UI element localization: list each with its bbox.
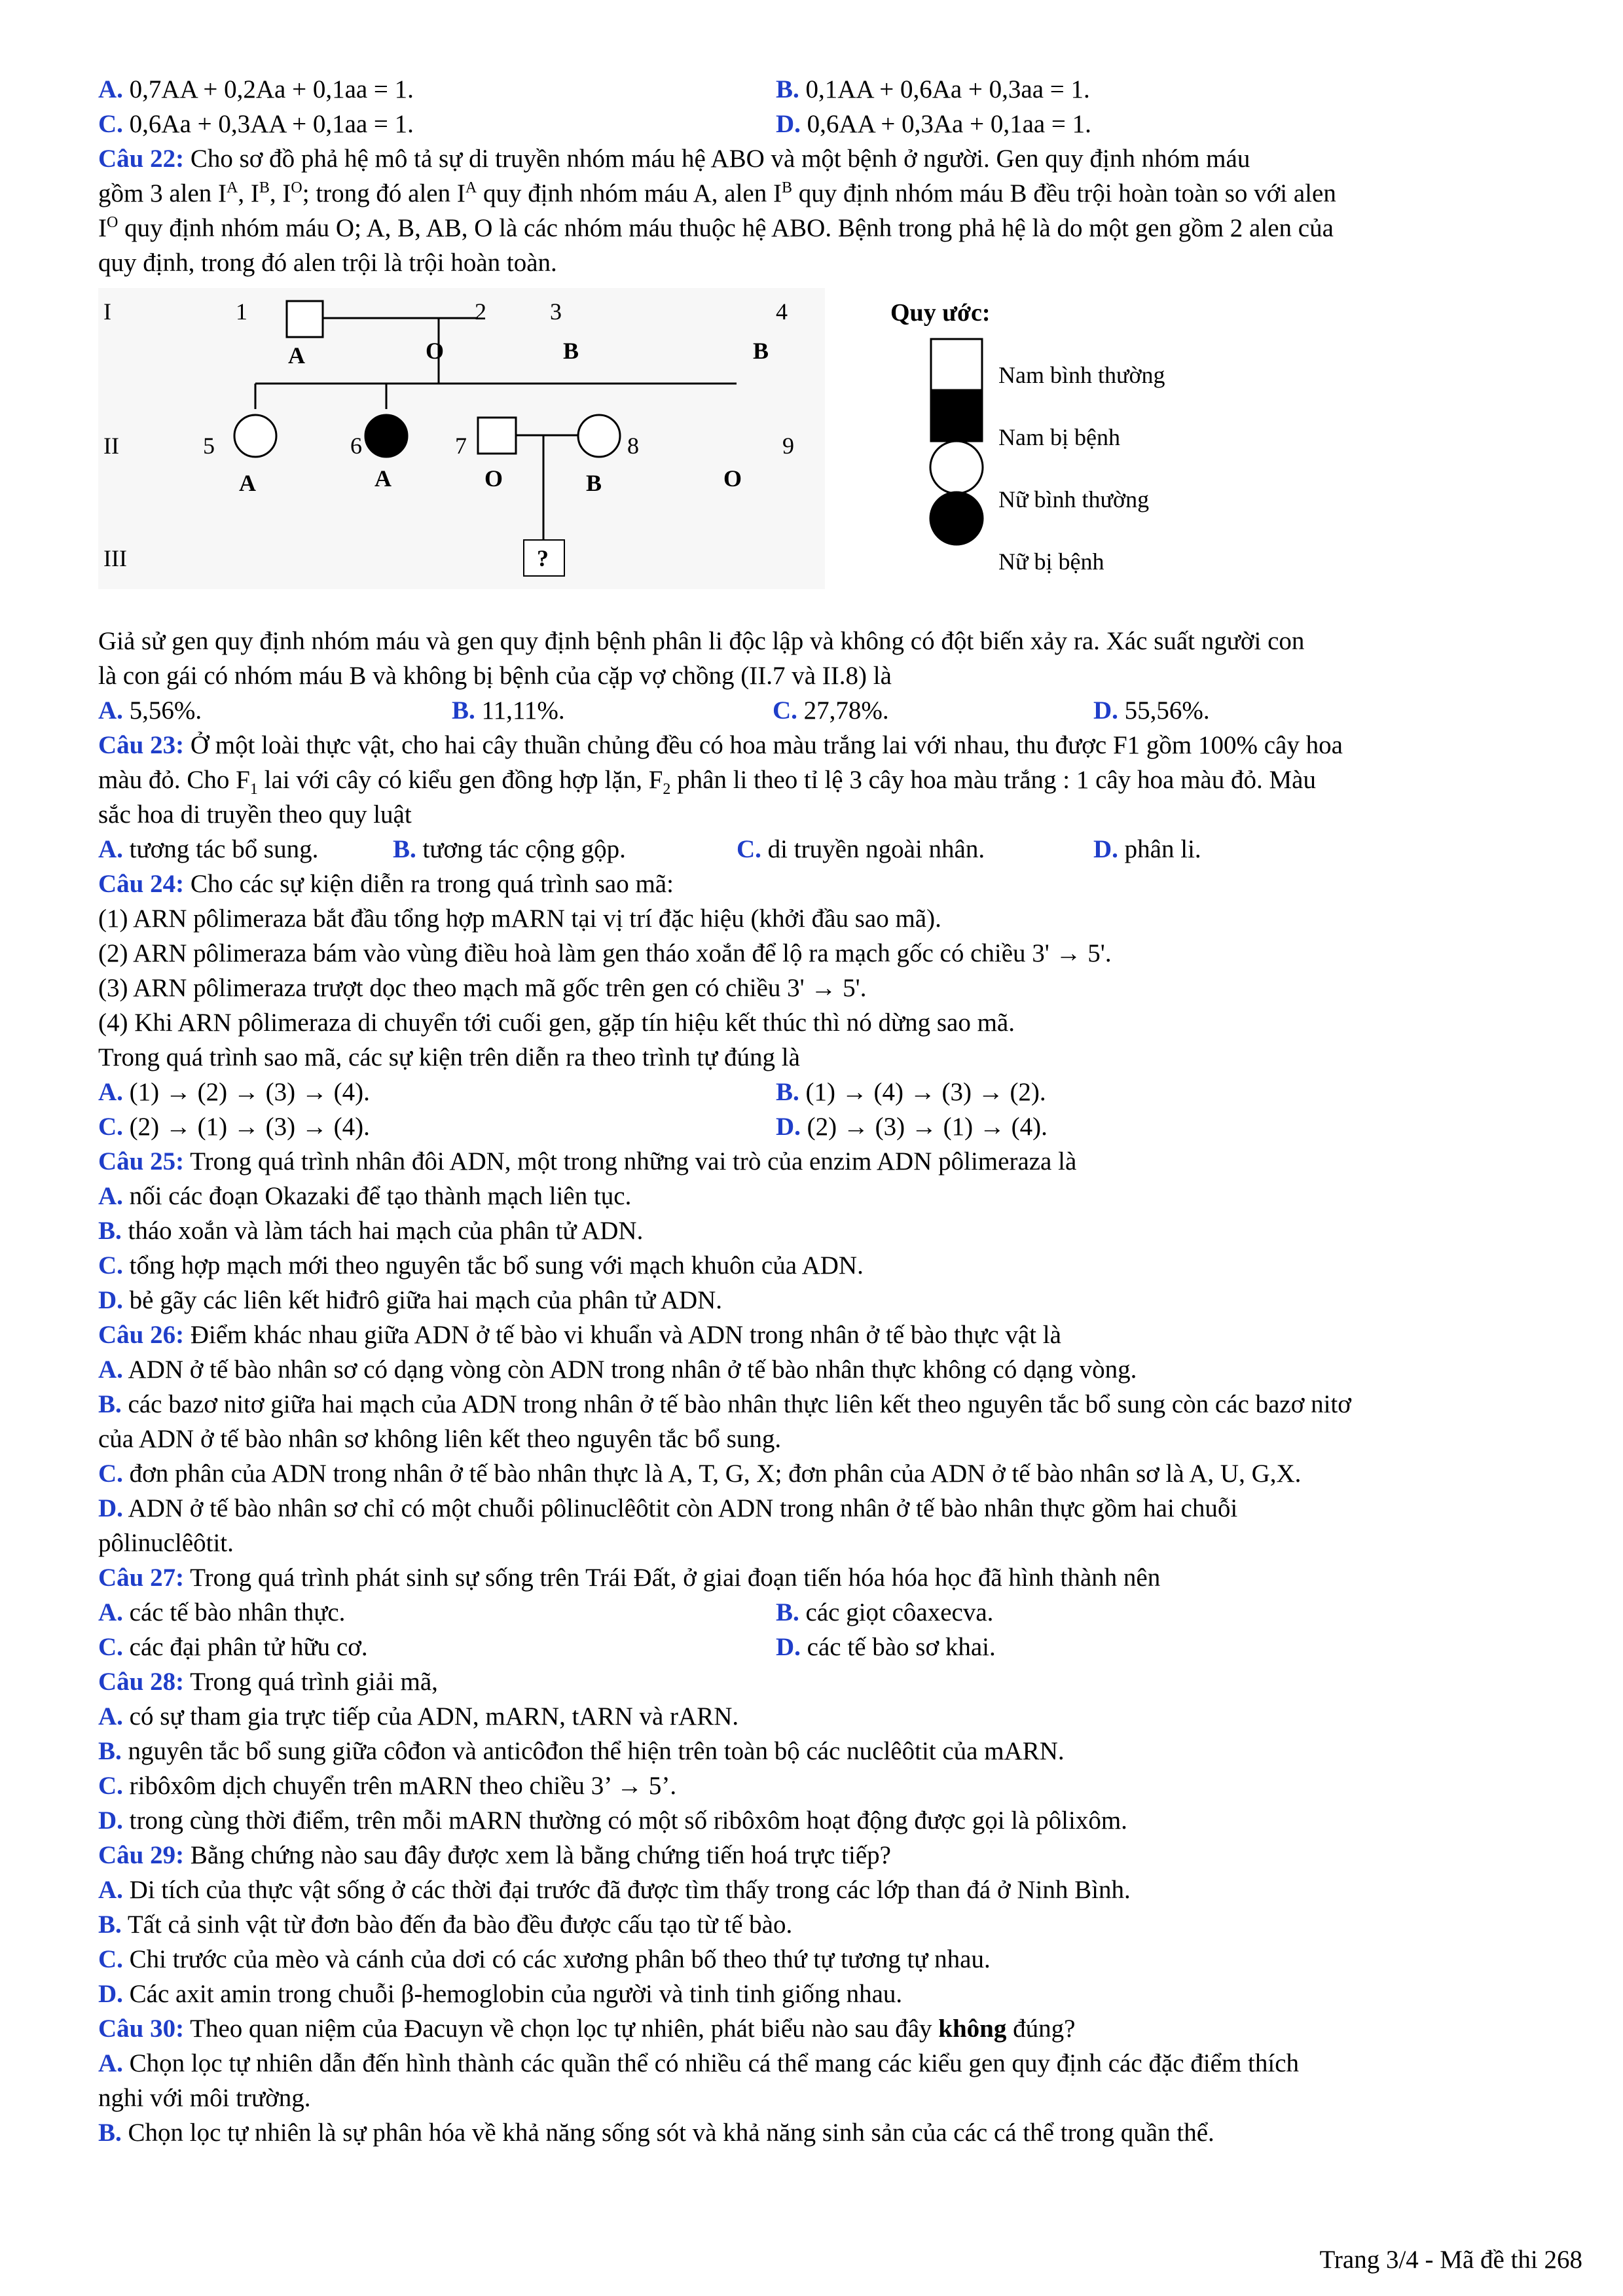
- individual-7-male-normal: [478, 418, 516, 454]
- q23-option-c: C. di truyền ngoài nhân.: [737, 835, 985, 863]
- q26-option-d-line-1: D. ADN ở tế bào nhân sơ chỉ có một chuỗi pôlinuclêôtit còn ADN trong nhân ở tế bào nhân thực gồm hai chuỗi: [98, 1494, 1238, 1522]
- q26-option-b-line-1: B. các bazơ nitơ giữa hai mạch của ADN trong nhân ở tế bào nhân thực liên kết theo nguyên tắc bổ sung còn các bazơ nitơ: [98, 1390, 1351, 1418]
- num-5: 5: [203, 433, 215, 459]
- bloodtype-9: O: [723, 465, 742, 492]
- q22-line-1: Câu 22: Cho sơ đồ phả hệ mô tả sự di truyền nhóm máu hệ ABO và một bệnh ở người. Gen quy định nhóm máu: [98, 145, 1250, 173]
- q25-option-a: A. nối các đoạn Okazaki để tạo thành mạch liên tục.: [98, 1182, 632, 1210]
- individual-8-female-normal: [578, 415, 620, 457]
- q23-line-1: Câu 23: Ở một loài thực vật, cho hai cây thuần chủng đều có hoa màu trắng lai với nhau, thu được F1 gồm 100% cây hoa: [98, 731, 1343, 759]
- q22-option-c: C. 27,78%.: [773, 696, 889, 725]
- q25-option-c: C. tổng hợp mạch mới theo nguyên tắc bổ sung với mạch khuôn của ADN.: [98, 1251, 864, 1280]
- num-4: 4: [776, 298, 788, 325]
- q27-line-1: Câu 27: Trong quá trình phát sinh sự sống trên Trái Đất, ở giai đoạn tiến hóa hóa học đã hình thành nên: [98, 1564, 1161, 1592]
- num-1: 1: [236, 298, 247, 325]
- num-6: 6: [350, 433, 362, 459]
- individual-1-male-normal: [287, 301, 323, 337]
- legend-male-affected: Nam bị bệnh: [998, 424, 1120, 450]
- bloodtype-2: O: [426, 338, 445, 364]
- q24-option-c: C. (2) → (1) → (3) → (4).: [98, 1113, 370, 1141]
- bloodtype-8: B: [586, 470, 602, 496]
- q23-option-a: A. tương tác bổ sung.: [98, 835, 319, 863]
- q24-option-b: B. (1) → (4) → (3) → (2).: [776, 1078, 1046, 1106]
- q23-option-d: D. phân li.: [1093, 835, 1201, 863]
- legend-male-normal-icon: [931, 339, 982, 390]
- q25-option-d: D. bẻ gãy các liên kết hiđrô giữa hai mạch của phân tử ADN.: [98, 1286, 723, 1314]
- q22-line-3: $I^O$ quy định nhóm máu O; A, B, AB, O là các nhóm máu thuộc hệ ABO. Bệnh trong phả hệ là do một gen gồm 2 alen của: [98, 214, 1334, 242]
- q30-option-a-line-2: nghi với môi trường.: [98, 2084, 311, 2112]
- q26-option-c: C. đơn phân của ADN trong nhân ở tế bào nhân thực là A, T, G, X; đơn phân của ADN ở tế bào nhân sơ là A, U, G,X.: [98, 1460, 1302, 1488]
- q23-line-3: sắc hoa di truyền theo quy luật: [98, 800, 412, 829]
- q24-step-3: (3) ARN pôlimeraza trượt dọc theo mạch mã gốc trên gen có chiều 3' → 5'.: [98, 974, 867, 1002]
- legend-female-affected: Nữ bị bệnh: [998, 548, 1104, 575]
- q27-option-a: A. các tế bào nhân thực.: [98, 1598, 346, 1626]
- q29-option-b: B. Tất cả sinh vật từ đơn bào đến đa bào đều được cấu tạo từ tế bào.: [98, 1910, 793, 1939]
- q21-option-a: A. 0,7AA + 0,2Aa + 0,1aa = 1.: [98, 75, 414, 103]
- q22-line-2: gồm 3 alen $I^A$, $I^B$, $I^O$; trong đó alen $I^A$ quy định nhóm máu A, alen $I^B$ quy định nhóm máu B đều trội hoàn toàn so với alen: [98, 179, 1336, 207]
- gen-label-1: I: [103, 298, 111, 325]
- num-2: 2: [475, 298, 486, 325]
- q22-option-a: A. 5,56%.: [98, 696, 202, 725]
- q28-option-c: C. ribôxôm dịch chuyển trên mARN theo chiều 3’ → 5’.: [98, 1772, 677, 1800]
- q29-option-c: C. Chi trước của mèo và cánh của dơi có các xương phân bố theo thứ tự tương tự nhau.: [98, 1945, 991, 1973]
- legend-title: Quy ước:: [890, 299, 991, 327]
- q27-option-c: C. các đại phân tử hữu cơ.: [98, 1633, 368, 1661]
- gen-label-3: III: [103, 545, 127, 571]
- q30-option-a-line-1: A. Chọn lọc tự nhiên dẫn đến hình thành các quần thể có nhiều cá thể mang các kiểu gen quy định các đặc điểm thích: [98, 2049, 1300, 2077]
- q24-step-2: (2) ARN pôlimeraza bám vào vùng điều hoà làm gen tháo xoắn để lộ ra mạch gốc có chiều 3' → 5'.: [98, 939, 1112, 967]
- q24-option-d: D. (2) → (3) → (1) → (4).: [776, 1113, 1048, 1141]
- bloodtype-5: A: [239, 470, 256, 496]
- q21-option-d: D. 0,6AA + 0,3Aa + 0,1aa = 1.: [776, 110, 1091, 138]
- num-3: 3: [550, 298, 562, 325]
- q26-option-a: A. ADN ở tế bào nhân sơ có dạng vòng còn ADN trong nhân ở tế bào nhân thực không có dạng vòng.: [98, 1355, 1137, 1384]
- q28-option-b: B. nguyên tắc bổ sung giữa côđon và anticôđon thể hiện trên toàn bộ các nuclêôtit của mARN.: [98, 1737, 1065, 1765]
- q22-question-2: là con gái có nhóm máu B và không bị bệnh của cặp vợ chồng (II.7 và II.8) là: [98, 662, 892, 690]
- legend-female-normal: Nữ bình thường: [998, 486, 1150, 512]
- gen-label-2: II: [103, 433, 119, 459]
- q30-line-1: Câu 30: Theo quan niệm của Đacuyn về chọn lọc tự nhiên, phát biểu nào sau đây không đúng?: [98, 2015, 1076, 2043]
- q22-option-b: B. 11,11%.: [452, 696, 565, 725]
- page-footer: Trang 3/4 - Mã đề thi 268: [1319, 2246, 1582, 2274]
- q24-question: Trong quá trình sao mã, các sự kiện trên diễn ra theo trình tự đúng là: [98, 1043, 800, 1071]
- q23-line-2: màu đỏ. Cho $F_1$ lai với cây có kiểu gen đồng hợp lặn, $F_2$ phân li theo tỉ lệ 3 cây hoa màu trắng : 1 cây hoa màu đỏ. Màu: [98, 766, 1316, 798]
- bloodtype-3: B: [563, 338, 579, 364]
- q27-option-b: B. các giọt côaxecva.: [776, 1598, 994, 1626]
- q28-line-1: Câu 28: Trong quá trình giải mã,: [98, 1668, 438, 1696]
- legend-male-affected-icon: [931, 390, 982, 441]
- legend-female-affected-icon: [930, 492, 983, 545]
- q21-option-b: B. 0,1AA + 0,6Aa + 0,3aa = 1.: [776, 75, 1090, 103]
- q29-option-d: D. Các axit amin trong chuỗi β-hemoglobin của người và tinh tinh giống nhau.: [98, 1980, 903, 2008]
- q27-option-d: D. các tế bào sơ khai.: [776, 1633, 996, 1661]
- pedigree-legend: [890, 288, 1231, 589]
- q22-line-4: quy định, trong đó alen trội là trội hoàn toàn.: [98, 249, 557, 277]
- individual-5-female-normal: [234, 415, 276, 457]
- bloodtype-6: A: [374, 465, 392, 492]
- q21-option-c: C. 0,6Aa + 0,3AA + 0,1aa = 1.: [98, 110, 414, 138]
- q29-line-1: Câu 29: Bằng chứng nào sau đây được xem là bằng chứng tiến hoá trực tiếp?: [98, 1841, 891, 1869]
- q26-line-1: Câu 26: Điểm khác nhau giữa ADN ở tế bào vi khuẩn và ADN trong nhân ở tế bào thực vật là: [98, 1321, 1061, 1349]
- q25-line-1: Câu 25: Trong quá trình nhân đôi ADN, một trong những vai trò của enzim ADN pôlimeraza là: [98, 1147, 1077, 1175]
- q29-option-a: A. Di tích của thực vật sống ở các thời đại trước đã được tìm thấy trong các lớp than đá ở Ninh Bình.: [98, 1876, 1131, 1904]
- q25-option-b: B. tháo xoắn và làm tách hai mạch của phân tử ADN.: [98, 1217, 644, 1245]
- legend-female-normal-icon: [930, 441, 983, 493]
- child-question-mark: ?: [537, 545, 549, 571]
- individual-6-female-affected: [365, 415, 407, 457]
- q26-option-d-line-2: pôlinuclêôtit.: [98, 1529, 234, 1557]
- q24-step-1: (1) ARN pôlimeraza bắt đầu tổng hợp mARN tại vị trí đặc hiệu (khởi đầu sao mã).: [98, 905, 941, 933]
- q24-step-4: (4) Khi ARN pôlimeraza di chuyển tới cuối gen, gặp tín hiệu kết thúc thì nó dừng sao mã.: [98, 1009, 1015, 1037]
- q22-option-d: D. 55,56%.: [1093, 696, 1210, 725]
- q24-line-1: Câu 24: Cho các sự kiện diễn ra trong quá trình sao mã:: [98, 870, 674, 898]
- q22-question-1: Giả sử gen quy định nhóm máu và gen quy định bệnh phân li độc lập và không có đột biến xảy ra. Xác suất người con: [98, 627, 1305, 655]
- bloodtype-1: A: [288, 342, 305, 368]
- q26-option-b-line-2: của ADN ở tế bào nhân sơ không liên kết theo nguyên tắc bổ sung.: [98, 1425, 782, 1453]
- legend-male-normal: Nam bình thường: [998, 362, 1165, 388]
- num-7: 7: [455, 433, 467, 459]
- q28-option-a: A. có sự tham gia trực tiếp của ADN, mARN, tARN và rARN.: [98, 1702, 739, 1731]
- bloodtype-7: O: [484, 465, 503, 492]
- num-9: 9: [782, 433, 794, 459]
- q28-option-d: D. trong cùng thời điểm, trên mỗi mARN thường có một số ribôxôm hoạt động được gọi là pôlixôm.: [98, 1806, 1127, 1835]
- q24-option-a: A. (1) → (2) → (3) → (4).: [98, 1078, 370, 1106]
- pedigree-chart: [98, 288, 825, 589]
- bloodtype-4: B: [753, 338, 769, 364]
- q30-option-b: B. Chọn lọc tự nhiên là sự phân hóa về khả năng sống sót và khả năng sinh sản của các cá thể trong quần thể.: [98, 2119, 1214, 2147]
- q23-option-b: B. tương tác cộng gộp.: [393, 835, 626, 863]
- num-8: 8: [627, 433, 639, 459]
